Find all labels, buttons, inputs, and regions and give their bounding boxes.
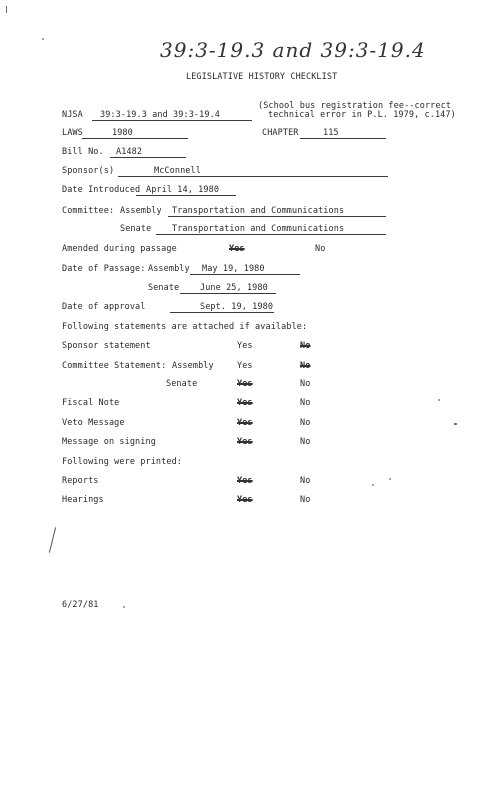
veto-message-label: Veto Message bbox=[62, 418, 125, 428]
committee-senate-value: Transportation and Communications bbox=[172, 224, 345, 234]
committee-statement-label: Committee Statement: bbox=[62, 361, 167, 371]
reports-no: No bbox=[300, 476, 311, 486]
bill-value: A1482 bbox=[116, 147, 143, 157]
hearings-no: No bbox=[300, 495, 311, 505]
njsa-label: NJSA bbox=[62, 110, 83, 120]
signing-message-yes-struck: Yes bbox=[237, 437, 253, 447]
committee-statement-senate-no: No bbox=[300, 379, 311, 389]
approval-underline bbox=[170, 312, 274, 313]
scan-speck bbox=[454, 423, 457, 425]
bill-label: Bill No. bbox=[62, 147, 104, 157]
hearings-yes-struck: Yes bbox=[237, 495, 253, 505]
njsa-underline bbox=[92, 120, 252, 121]
approval-label: Date of approval bbox=[62, 302, 146, 312]
scan-speck bbox=[438, 399, 440, 401]
veto-message-no: No bbox=[300, 418, 311, 428]
chapter-value: 115 bbox=[323, 128, 339, 138]
laws-value: 1980 bbox=[112, 128, 133, 138]
passage-label: Date of Passage: bbox=[62, 264, 146, 274]
amended-no: No bbox=[315, 244, 326, 254]
hearings-label: Hearings bbox=[62, 495, 104, 505]
veto-message-yes-struck: Yes bbox=[237, 418, 253, 428]
amended-label: Amended during passage bbox=[62, 244, 177, 254]
date-introduced-label: Date Introduced bbox=[62, 185, 141, 195]
scan-speck bbox=[42, 38, 44, 40]
passage-assembly-underline bbox=[190, 274, 300, 275]
committee-assembly-label: Assembly bbox=[120, 206, 162, 216]
njsa-note-line-2: technical error in P.L. 1979, c.147) bbox=[268, 110, 456, 120]
sponsor-statement-label: Sponsor statement bbox=[62, 341, 151, 351]
scan-speck bbox=[123, 606, 125, 608]
signing-message-label: Message on signing bbox=[62, 437, 156, 447]
scan-speck bbox=[372, 484, 374, 486]
sponsors-underline bbox=[118, 176, 388, 177]
sponsor-statement-no-struck: No bbox=[300, 341, 311, 351]
page-heading: LEGISLATIVE HISTORY CHECKLIST bbox=[186, 72, 338, 82]
sponsors-value: McConnell bbox=[154, 166, 201, 176]
committee-statement-assembly-yes: Yes bbox=[237, 361, 253, 371]
date-introduced-underline bbox=[136, 195, 236, 196]
chapter-label: CHAPTER bbox=[262, 128, 299, 138]
approval-value: Sept. 19, 1980 bbox=[200, 302, 274, 312]
committee-statement-assembly-no-struck: No bbox=[300, 361, 311, 371]
signing-message-no: No bbox=[300, 437, 311, 447]
njsa-note-line-1: (School bus registration fee--correct bbox=[258, 101, 452, 111]
pen-stroke-mark bbox=[49, 527, 56, 552]
fiscal-note-yes-struck: Yes bbox=[237, 398, 253, 408]
laws-label: LAWS bbox=[62, 128, 83, 138]
committee-statement-senate-label: Senate bbox=[166, 379, 198, 389]
committee-assembly-underline bbox=[168, 216, 386, 217]
committee-label: Committee: bbox=[62, 206, 115, 216]
reports-yes-struck: Yes bbox=[237, 476, 253, 486]
attached-heading: Following statements are attached if available: bbox=[62, 322, 308, 332]
fiscal-note-label: Fiscal Note bbox=[62, 398, 120, 408]
corner-tick-mark bbox=[6, 6, 7, 13]
fiscal-note-no: No bbox=[300, 398, 311, 408]
passage-senate-label: Senate bbox=[148, 283, 180, 293]
passage-senate-value: June 25, 1980 bbox=[200, 283, 268, 293]
committee-statement-assembly-label: Assembly bbox=[172, 361, 214, 371]
committee-senate-label: Senate bbox=[120, 224, 152, 234]
njsa-value: 39:3-19.3 and 39:3-19.4 bbox=[100, 110, 221, 120]
scan-speck bbox=[389, 478, 391, 480]
committee-senate-underline bbox=[156, 234, 386, 235]
committee-assembly-value: Transportation and Communications bbox=[172, 206, 345, 216]
amended-yes-struck: Yes bbox=[229, 244, 245, 254]
bill-underline bbox=[110, 157, 186, 158]
sponsors-label: Sponsor(s) bbox=[62, 166, 115, 176]
date-introduced-value: April 14, 1980 bbox=[146, 185, 220, 195]
committee-statement-senate-yes-struck: Yes bbox=[237, 379, 253, 389]
passage-senate-underline bbox=[180, 293, 276, 294]
chapter-underline bbox=[300, 138, 386, 139]
passage-assembly-value: May 19, 1980 bbox=[202, 264, 265, 274]
laws-underline bbox=[82, 138, 188, 139]
reports-label: Reports bbox=[62, 476, 99, 486]
printed-heading: Following were printed: bbox=[62, 457, 183, 467]
handwritten-title: 39:3-19.3 and 39:3-19.4 bbox=[160, 38, 426, 62]
sponsor-statement-yes: Yes bbox=[237, 341, 253, 351]
footer-date: 6/27/81 bbox=[62, 600, 99, 610]
passage-assembly-label: Assembly bbox=[148, 264, 190, 274]
